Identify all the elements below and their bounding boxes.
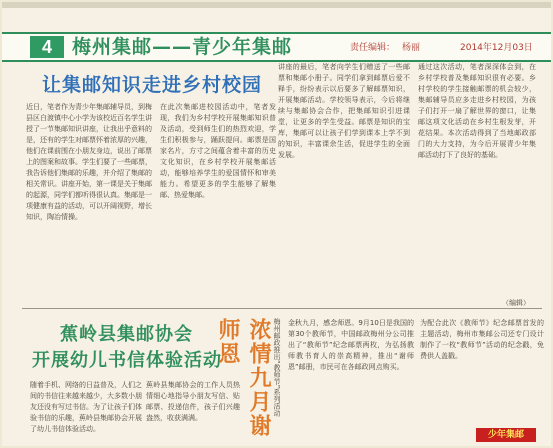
article3-vertical-subtitle: 梅州邮政推出“教师节”系列活动	[273, 318, 281, 417]
article1-column-3: 讲座的最后，笔者向学生们赠送了一些邮票和集邮小册子。同学们拿到邮票后爱不释手，纷纷表示以后要多了解邮票知识，开展集邮活动。学校领导表示，今后将继续与集邮协会合作，把集邮知识引进课堂，让更多的学生受益。邮票是知识的宝库，集邮可以让孩子们学到课本上学不到的知识，丰富课余生活，促进学生的全面发展。	[278, 63, 410, 159]
article2-title-line1: 蕉岭县集邮协会	[60, 324, 193, 345]
article1-column-4: 通过这次活动，笔者深深体会到，在乡村学校普及集邮知识很有必要。乡村学校的学生接触邮票的机会较少，集邮辅导员应多走进乡村校园，为孩子们打开一扇了解世界的窗口，让集邮这项文化活动在乡村生根发芽，开花结果。本次活动得到了当地邮政部门的大力支持，为今后开展青少年集邮活动打下了良好的基础。	[418, 63, 536, 159]
article1-column-2: 在此次集邮进校园活动中，笔者发现，我们为乡村学校开展集邮知识普及活动，受到师生们的热烈欢迎，学生们积极参与，踊跃提问。邮票是国家名片，方寸之间蕴含着丰富的历史文化知识，在乡村学校开展集邮活动，能够培养学生的爱国情怀和审美能力。希望更多的学生能够了解集邮、热爱集邮。	[160, 103, 276, 199]
article2-column-2: 蕉岭县集邮协会的工作人员热情细心地指导小朋友写信、贴邮票、投递信件，孩子们兴趣盎然，收获满满。	[146, 381, 240, 422]
newspaper-page	[2, 2, 551, 446]
article3-column-2: 为配合此次《教师节》纪念邮票首发的主题活动，梅州市集邮公司还专门设计制作了一枚“教师节”活动的纪念戳，免费供人盖戳。	[420, 319, 544, 360]
editor-name: 杨丽	[402, 43, 421, 53]
page-number: 4	[30, 36, 64, 58]
issue-date: 2014年12月03日	[460, 43, 533, 53]
article1-editor-tag: （编辑）	[502, 299, 530, 307]
youth-philately-badge: 少年集邮	[476, 428, 536, 442]
scan-edge	[2, 2, 551, 8]
section-title: 梅州集邮——青少年集邮	[72, 36, 293, 58]
article2-column-1: 随着手机、网络的日益普及，人们之间的书信往来越来越少，大多数小朋友还没有写过书信。为了让孩子们体验书信的乐趣，蕉岭县集邮协会开展了幼儿书信体验活动。	[30, 381, 142, 433]
article3-column-1: 金秋九月，感念师恩。9月10日是我国的第30个教师节，中国邮政梅州分公司推出了“教师节”纪念邮票两枚，为弘扬教师教书育人的崇高精神，推出“谢师恩”邮册，市民可在各邮政网点购买。	[288, 319, 414, 371]
article1-column-1: 近日，笔者作为青少年集邮辅导员，到梅县区白渡镇中心小学为该校近百名学生讲授了一节集邮知识讲座，让我出乎意料的是，还有的学生对邮票怀着浓厚的兴趣，他们在课前围在小朋友身边，说出了邮票上的图案和故事。学生们要了一些邮票，我告诉他们集邮的乐趣，并介绍了集邮的相关常识。讲座开始，第一课是关于集邮的起源，同学们都听得很认真。集邮是一项健康有益的活动，可以开阔视野，增长知识，陶冶情操。	[26, 103, 152, 221]
article1-title: 让集邮知识走进乡村校园	[42, 74, 263, 96]
section-divider	[22, 308, 542, 309]
page-header	[2, 32, 551, 62]
article3-vertical-title: 浓情九月谢师恩	[215, 318, 271, 438]
editor-label: 责任编辑：	[350, 43, 396, 53]
article2-title-line2: 开展幼儿书信体验活动	[32, 350, 222, 371]
